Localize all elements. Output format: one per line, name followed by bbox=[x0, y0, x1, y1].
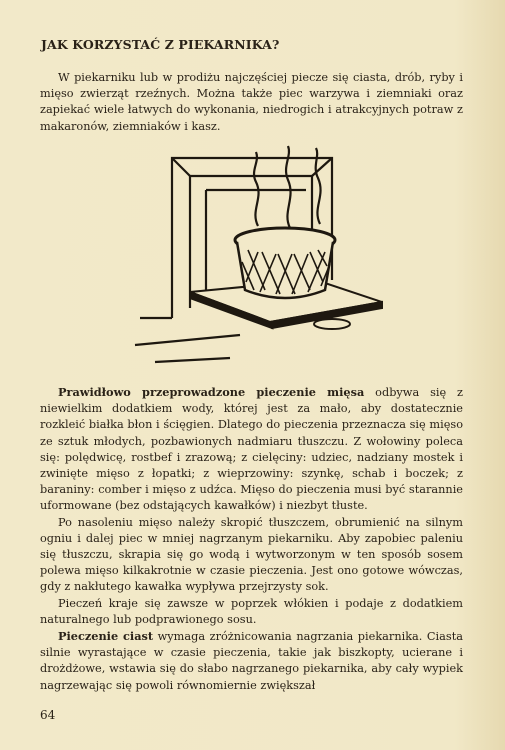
paragraph-cake-baking bbox=[40, 628, 463, 694]
meat-roasting-text: odbywa się z niewielkim dodatkiem wody, której jest za mało, aby dostatecznie rozkleić białka błon i ścięgien. Dlatego do pieczenia przeznacza się mięso ze sztuk młodych, pozbawionych nadmiaru tłuszczu. Z wołowiny poleca się: polędwicę, rostbef i zrazową; z cielęciny: udziec, nadziany mostek i zwinięte mięso z łopatki; z wieprzowiny: szynkę, schab i boczek; z baraniny: comber i mięso z udźca. Mięso do pieczenia musi być starannie uformowane (bez odstających kawałków) i niezbyt tłuste. bbox=[40, 386, 464, 513]
baking-dish-icon bbox=[235, 228, 335, 298]
intro-paragraph: W piekarniku lub w prodiżu najczęściej piecze się ciasta, drób, ryby i mięso zwierząt rzeźnych. Można także piec warzywa i ziemniaki oraz zapiekać wiele łatwych do wykonania, niedrogich i atrakcyjnych potraw z makaronów, ziemniaków i kasz. bbox=[40, 71, 463, 133]
cake-baking-text: wymaga zróżnicowania nagrzania piekarnika. Ciasta silnie wyrastające w czasie pieczenia, takie jak biszkopty, ucierane i drożdżowe, wstawia się do słabo nagrzanego piekarnika, aby cały wypiek nagrzewając się powoli równomiernie zwiększał bbox=[40, 630, 463, 692]
paragraph-slicing: Pieczeń kraje się zawsze w poprzek włókien i podaje z dodatkiem naturalnego lub podprawionego sosu. bbox=[40, 596, 463, 626]
intro-paragraph-block bbox=[40, 70, 463, 135]
page-number: 64 bbox=[40, 708, 56, 722]
main-text-block bbox=[40, 384, 463, 694]
oven-baking-dish-illustration bbox=[120, 140, 400, 370]
paragraph-meat-roasting bbox=[40, 384, 463, 515]
page-heading: JAK KORZYSTAĆ Z PIEKARNIKA? bbox=[41, 37, 280, 52]
paragraph-salting: Po nasoleniu mięso należy skropić tłuszczem, obrumienić na silnym ogniu i dalej piec w mniej nagrzanym piekarniku. Aby zapobiec paleniu się tłuszczu, skrapia się go wodą i wytworzonym w ten sposób sosem polewa mięso kilkakrotnie w czasie pieczenia. Jest ono gotowe wówczas, gdy z nakłutego kawałka wypływa przejrzysty sok. bbox=[40, 515, 463, 594]
meat-roasting-bold-lead: Prawidłowo przeprowadzone pieczenie mięsa bbox=[58, 385, 365, 399]
cake-baking-bold-lead: Pieczenie ciast bbox=[58, 629, 154, 644]
